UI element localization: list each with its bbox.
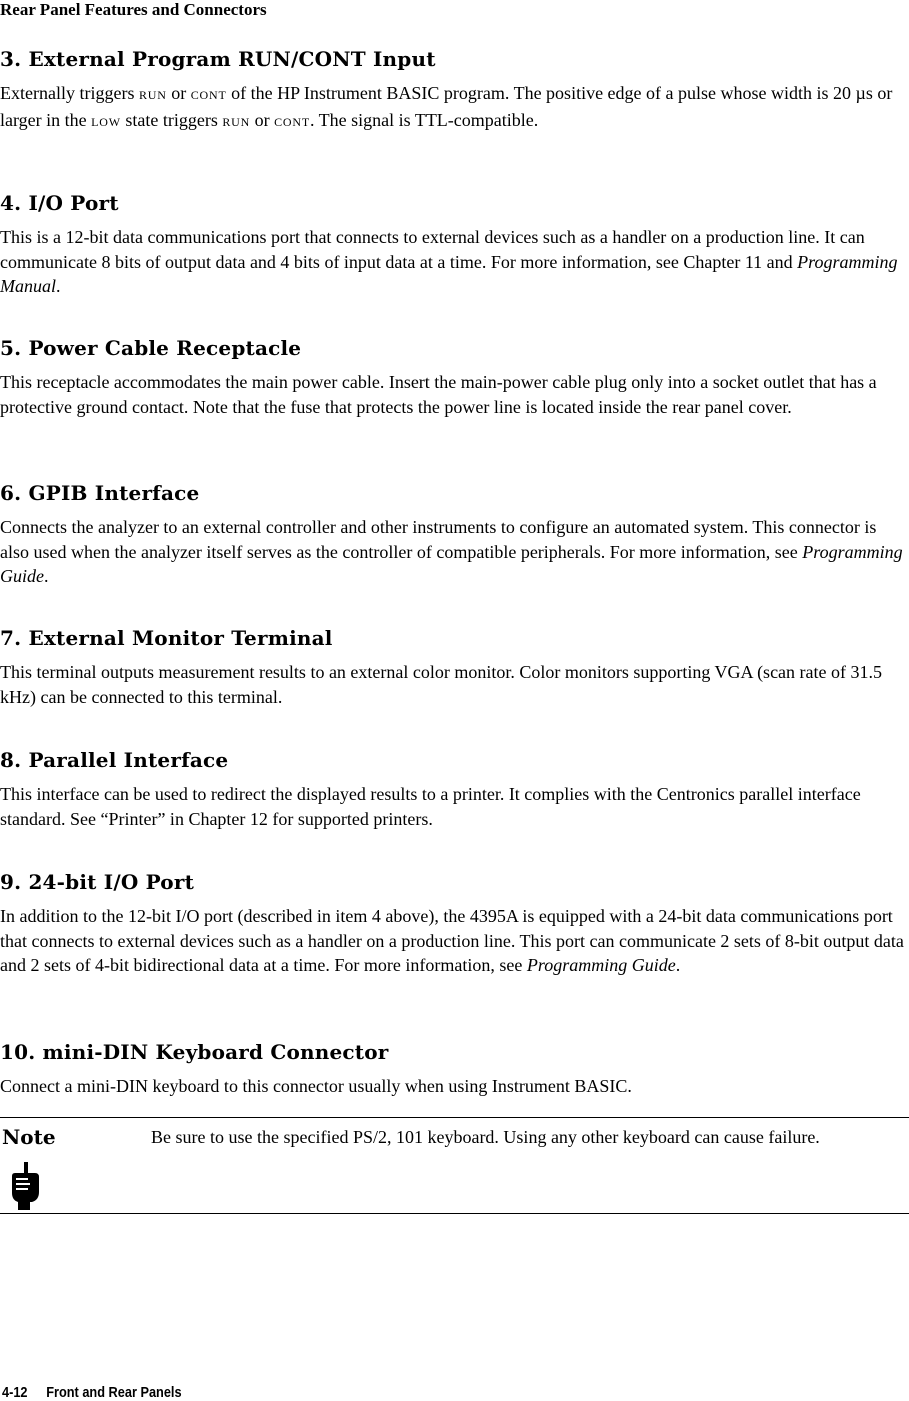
section-title: 4. I/O Port	[0, 191, 119, 215]
key-low: LOW	[91, 114, 121, 129]
note-label: Note	[2, 1125, 56, 1149]
section-keyboard-connector	[0, 1040, 905, 1099]
section-body	[0, 904, 905, 978]
body-text: .	[56, 276, 61, 296]
body-text: of the HP Instrument BASIC program. The positive edge of a pulse whose width is 20 µs or larger in the	[0, 83, 893, 130]
body-text: state triggers	[120, 109, 223, 130]
key-cont: CONT	[274, 114, 310, 129]
section-body	[0, 225, 905, 299]
page-number: 4-12	[2, 1384, 28, 1401]
section-title: 7. External Monitor Terminal	[0, 626, 333, 650]
section-24bit-io-port	[0, 870, 905, 978]
section-body	[0, 81, 905, 134]
section-body: This terminal outputs measurement results to an external color monitor. Color monitors supporting VGA (scan rate of 31.5 kHz) can be connected to this terminal.	[0, 662, 883, 707]
section-io-port	[0, 191, 905, 299]
body-text: Connects the analyzer to an external controller and other instruments to configure an automated system. This connector is also used when the analyzer itself serves as the controller of compatible peripherals. For more information, see	[0, 517, 877, 562]
body-text: .	[675, 955, 681, 975]
section-title: 5. Power Cable Receptacle	[0, 336, 302, 360]
manual-reference: Programming Guide	[526, 955, 676, 975]
section-run-cont-input	[0, 47, 905, 134]
chapter-title: Front and Rear Panels	[46, 1384, 182, 1401]
section-title: 8. Parallel Interface	[0, 748, 229, 772]
section-body	[0, 515, 905, 589]
section-title: 3. External Program RUN/CONT Input	[0, 47, 436, 71]
manual-reference: Programming Guide	[0, 541, 903, 586]
body-text: .	[44, 566, 49, 586]
section-body: This receptacle accommodates the main power cable. Insert the main-power cable plug only into a socket outlet that has a protective ground contact. Note that the fuse that protects the power line is located inside the rear panel cover.	[0, 372, 877, 417]
page-footer	[2, 1384, 182, 1401]
section-title: 6. GPIB Interface	[0, 481, 200, 505]
section-title: 10. mini-DIN Keyboard Connector	[0, 1040, 389, 1064]
note-text: Be sure to use the specified PS/2, 101 keyboard. Using any other keyboard can cause failure.	[151, 1127, 820, 1147]
running-header: Rear Panel Features and Connectors	[0, 0, 267, 19]
section-gpib-interface	[0, 481, 905, 589]
key-run: RUN	[222, 114, 251, 129]
manual-reference: Programming Manual	[0, 251, 898, 296]
section-body: Connect a mini-DIN keyboard to this connector usually when using Instrument BASIC.	[0, 1076, 632, 1096]
key-cont: CONT	[190, 88, 227, 102]
section-body: This interface can be used to redirect the displayed results to a printer. It complies with the Centronics parallel interface standard. See “Printer” in Chapter 12 for supported printers.	[0, 784, 861, 829]
pointing-hand-icon	[8, 1160, 42, 1212]
section-title: 9. 24-bit I/O Port	[0, 870, 195, 894]
body-text: . The signal is TTL-compatible.	[309, 109, 539, 130]
key-run: RUN	[138, 88, 167, 102]
section-external-monitor	[0, 626, 905, 709]
body-text: or	[250, 109, 275, 130]
body-text: Externally triggers	[0, 83, 139, 103]
note-top-rule	[0, 1117, 909, 1118]
section-power-cable	[0, 336, 905, 419]
note-bottom-rule	[0, 1213, 909, 1214]
body-text: In addition to the 12-bit I/O port (described in item 4 above), the 4395A is equipped with a 24-bit data communications port that connects to external devices such as a handler on a production line. This port can communicate 2 sets of 8-bit output data and 2 sets of 4-bit bidirectional data at a time. For more information, see	[0, 906, 904, 975]
section-parallel-interface	[0, 748, 905, 831]
body-text: or	[166, 83, 191, 103]
body-text: This is a 12-bit data communications port that connects to external devices such as a handler on a production line. It can communicate 8 bits of output data and 4 bits of input data at a time. For more information, see Chapter 11 and	[0, 227, 865, 272]
